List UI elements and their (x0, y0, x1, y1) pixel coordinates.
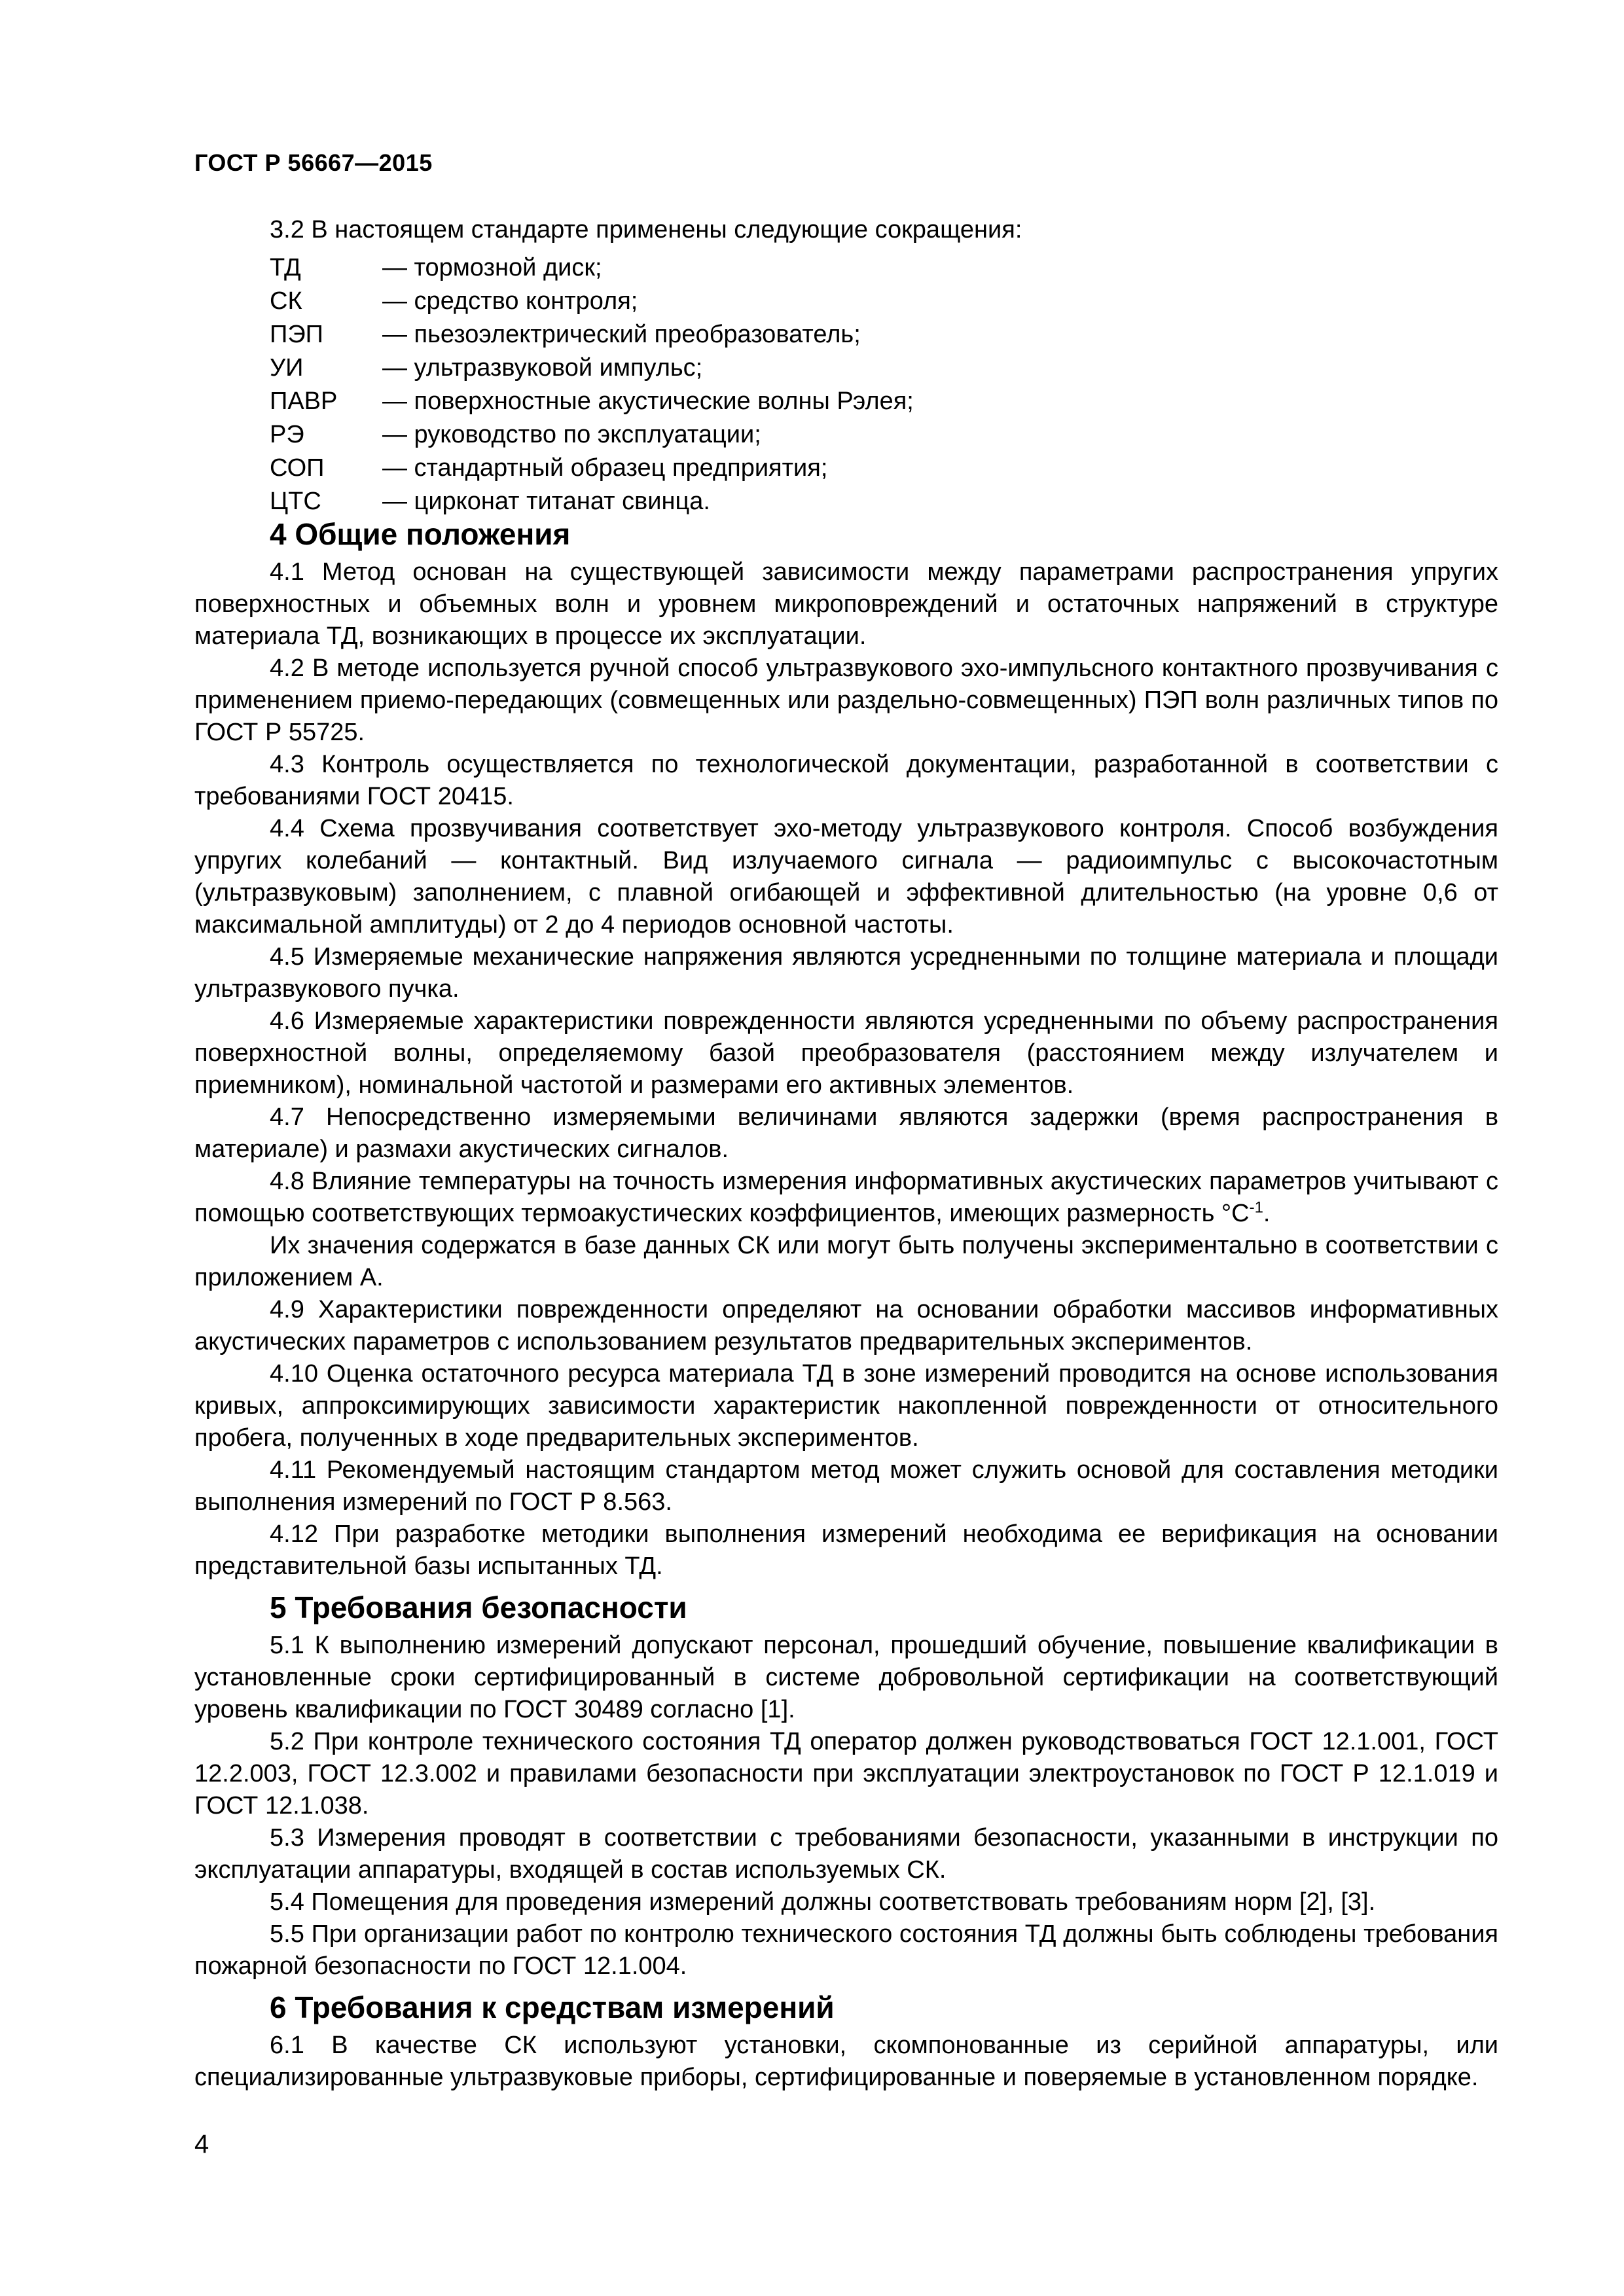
paragraph-5-3: 5.3 Измерения проводят в соответствии с требованиями безопасности, указанными в инструкции по эксплуатации аппаратуры, входящей в состав используемых СК. (194, 1824, 1498, 1884)
paragraph-4-8-text: 4.8 Влияние температуры на точность измерения информативных акустических параметров учитывают с помощью соответствующих термоакустических коэффициентов, имеющих размерность °С (194, 1168, 1498, 1227)
paragraph-4-9: 4.9 Характеристики поврежденности определяют на основании обработки массивов информативных акустических параметров с использованием результатов предварительных экспериментов. (194, 1296, 1498, 1355)
paragraph-5-1: 5.1 К выполнению измерений допускают персонал, прошедший обучение, повышение квалификации в установленные сроки сертифицированный в системе добровольной сертификации на соответствующий уровень квалификации по ГОСТ 30489 согласно [1]. (194, 1632, 1498, 1723)
abbreviation-value: — пьезоэлектрический преобразователь; (382, 321, 861, 348)
abbreviations-intro: 3.2 В настоящем стандарте применены следующие сокращения: (270, 216, 1022, 243)
paragraph-4-8-end: . (1263, 1200, 1271, 1227)
abbreviation-value: — тормозной диск; (382, 254, 602, 281)
abbreviation-key: ПАВР (270, 387, 338, 415)
paragraph-4-6: 4.6 Измеряемые характеристики поврежденности являются усредненными по объему распространения поверхностной волны, определяемому базой преобразователя (расстоянием между излучателем и приемником), номинальной частотой и размерами его активных элементов. (194, 1007, 1498, 1099)
abbreviations-list (270, 254, 914, 521)
document-body (194, 509, 1498, 2094)
paragraph-5-4: 5.4 Помещения для проведения измерений должны соответствовать требованиям норм [2], [3]. (270, 1888, 1376, 1916)
abbreviation-value: — поверхностные акустические волны Рэлея; (382, 387, 914, 415)
unit-exponent: -1 (1249, 1198, 1263, 1217)
page-number: 4 (194, 2130, 209, 2159)
paragraph-4-10: 4.10 Оценка остаточного ресурса материала ТД в зоне измерений проводится на основе использования кривых, аппроксимирующих зависимости характеристик накопленной поврежденности от относительного пробега, полученных в ходе предварительных экспериментов. (194, 1360, 1498, 1452)
paragraph-4-3: 4.3 Контроль осуществляется по технологической документации, разработанной в соответствии с требованиями ГОСТ 20415. (194, 751, 1498, 810)
section-4-heading: 4 Общие положения (270, 517, 571, 551)
section-6-heading: 6 Требования к средствам измерений (270, 1990, 835, 2024)
paragraph-4-1: 4.1 Метод основан на существующей зависимости между параметрами распространения упругих поверхностных и объемных волн и уровнем микроповреждений и остаточных напряжений в структуре материала ТД, возникающих в процессе их эксплуатации. (194, 558, 1498, 650)
abbreviation-row (270, 387, 914, 421)
abbreviation-row (270, 287, 914, 321)
abbreviation-value: — цирконат титанат свинца. (382, 488, 710, 515)
paragraph-4-7: 4.7 Непосредственно измеряемыми величинами являются задержки (время распространения в материале) и размахи акустических сигналов. (194, 1103, 1498, 1163)
abbreviation-key: СОП (270, 454, 325, 482)
abbreviation-row (270, 421, 914, 454)
paragraph-4-8-continued: Их значения содержатся в базе данных СК или могут быть получены экспериментально в соответствии с приложением А. (194, 1232, 1498, 1291)
paragraph-6-1: 6.1 В качестве СК используют установки, скомпонованные из серийной аппаратуры, или специализированные ультразвуковые приборы, сертифицированные и поверяемые в установленном порядке. (194, 2032, 1498, 2091)
abbreviation-row (270, 454, 914, 488)
paragraph-5-5: 5.5 При организации работ по контролю технического состояния ТД должны быть соблюдены требования пожарной безопасности по ГОСТ 12.1.004. (194, 1920, 1498, 1980)
paragraph-4-5: 4.5 Измеряемые механические напряжения являются усредненными по толщине материала и площади ультразвукового пучка. (194, 943, 1498, 1003)
paragraph-4-2: 4.2 В методе используется ручной способ ультразвукового эхо-импульсного контактного прозвучивания с применением приемо-передающих (совмещенных или раздельно-совмещенных) ПЭП волн различных типов по ГОСТ Р 55725. (194, 655, 1498, 746)
paragraph-4-4: 4.4 Схема прозвучивания соответствует эхо-методу ультразвукового контроля. Способ возбуждения упругих колебаний — контактный. Вид излучаемого сигнала — радиоимпульс с высокочастотным (ультразвуковым) заполнением, с плавной огибающей и эффективной длительностью (на уровне 0,6 от максимальной амплитуды) от 2 до 4 периодов основной частоты. (194, 815, 1498, 939)
abbreviation-row (270, 321, 914, 354)
section-5-heading: 5 Требования безопасности (270, 1590, 687, 1624)
paragraph-4-11: 4.11 Рекомендуемый настоящим стандартом метод может служить основой для составления методики выполнения измерений по ГОСТ Р 8.563. (194, 1456, 1498, 1516)
document-header: ГОСТ Р 56667—2015 (194, 149, 433, 176)
abbreviation-key: УИ (270, 354, 304, 382)
abbreviation-value: — стандартный образец предприятия; (382, 454, 828, 482)
paragraph-4-12: 4.12 При разработке методики выполнения измерений необходима ее верификация на основании представительной базы испытанных ТД. (194, 1520, 1498, 1580)
abbreviation-key: ТД (270, 254, 301, 281)
abbreviation-key: РЭ (270, 421, 304, 448)
abbreviation-row (270, 254, 914, 287)
abbreviation-key: ЦТС (270, 488, 321, 515)
abbreviation-value: — средство контроля; (382, 287, 638, 315)
abbreviation-row (270, 354, 914, 387)
paragraph-5-2: 5.2 При контроле технического состояния ТД оператор должен руководствоваться ГОСТ 12.1.001, ГОСТ 12.2.003, ГОСТ 12.3.002 и правилами безопасности при эксплуатации электроустановок по ГОСТ Р 12.1.019 и ГОСТ 12.1.038. (194, 1728, 1498, 1820)
paragraph-4-8 (194, 1166, 1498, 1230)
abbreviation-value: — ультразвуковой импульс; (382, 354, 703, 382)
abbreviation-value: — руководство по эксплуатации; (382, 421, 761, 448)
abbreviation-key: СК (270, 287, 302, 315)
abbreviation-key: ПЭП (270, 321, 323, 348)
